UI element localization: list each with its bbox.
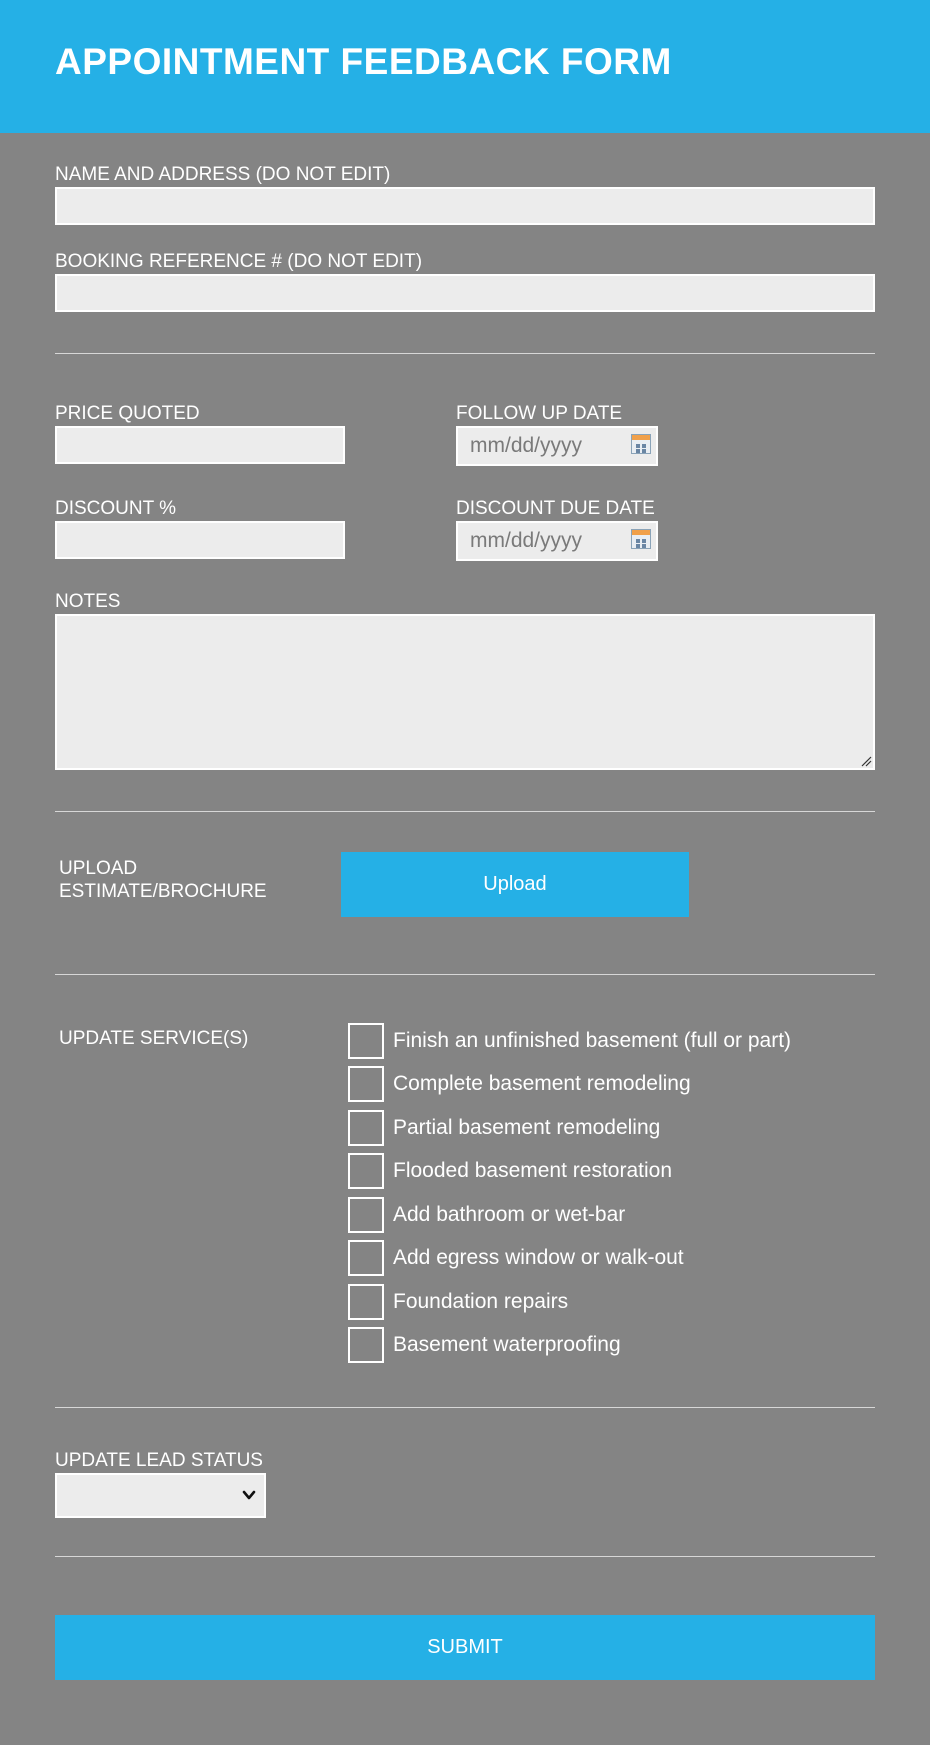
follow-up-date-placeholder: mm/dd/yyyy xyxy=(470,434,583,457)
service-label-foundation-repairs: Foundation repairs xyxy=(393,1290,569,1313)
services-label: UPDATE SERVICE(S) xyxy=(59,1028,249,1049)
chevron-down-icon xyxy=(242,1488,256,1502)
price-quoted-label: PRICE QUOTED xyxy=(55,403,200,424)
discount-due-date-label: DISCOUNT DUE DATE xyxy=(456,498,655,519)
calendar-icon[interactable] xyxy=(631,529,651,549)
service-checkbox-partial-remodeling[interactable] xyxy=(348,1110,384,1146)
service-label-complete-remodeling: Complete basement remodeling xyxy=(393,1072,691,1095)
service-label-flooded-restoration: Flooded basement restoration xyxy=(393,1159,672,1182)
name-address-input[interactable] xyxy=(55,187,875,225)
follow-up-date-input[interactable] xyxy=(456,426,658,466)
resize-grip-icon[interactable] xyxy=(860,755,872,767)
section-divider xyxy=(55,811,875,812)
service-checkbox-egress-window[interactable] xyxy=(348,1240,384,1276)
follow-up-date-label: FOLLOW UP DATE xyxy=(456,403,623,424)
form-title: APPOINTMENT FEEDBACK FORM xyxy=(55,41,672,82)
upload-button[interactable]: Upload xyxy=(341,852,689,917)
form-header xyxy=(0,0,930,133)
service-checkbox-waterproofing[interactable] xyxy=(348,1327,384,1363)
submit-button[interactable]: SUBMIT xyxy=(55,1615,875,1680)
service-label-waterproofing: Basement waterproofing xyxy=(393,1333,621,1356)
service-checkbox-flooded-restoration[interactable] xyxy=(348,1153,384,1189)
section-divider xyxy=(55,353,875,354)
upload-label-line1: UPLOAD xyxy=(59,858,138,879)
notes-label: NOTES xyxy=(55,591,121,612)
service-label-egress-window: Add egress window or walk-out xyxy=(393,1246,684,1269)
service-checkbox-bathroom-wetbar[interactable] xyxy=(348,1197,384,1233)
discount-label: DISCOUNT % xyxy=(55,498,177,519)
service-label-partial-remodeling: Partial basement remodeling xyxy=(393,1116,661,1139)
booking-reference-input[interactable] xyxy=(55,274,875,312)
service-label-bathroom-wetbar: Add bathroom or wet-bar xyxy=(393,1203,626,1226)
price-quoted-input[interactable] xyxy=(55,426,345,464)
discount-input[interactable] xyxy=(55,521,345,559)
lead-status-select[interactable] xyxy=(55,1473,266,1518)
service-checkbox-foundation-repairs[interactable] xyxy=(348,1284,384,1320)
booking-reference-label: BOOKING REFERENCE # (DO NOT EDIT) xyxy=(55,251,423,272)
section-divider xyxy=(55,1556,875,1557)
section-divider xyxy=(55,974,875,975)
notes-textarea[interactable] xyxy=(55,614,875,770)
lead-status-label: UPDATE LEAD STATUS xyxy=(55,1450,263,1471)
notes-wrapper xyxy=(55,614,875,770)
upload-label xyxy=(59,857,267,903)
discount-due-date-placeholder: mm/dd/yyyy xyxy=(470,529,583,552)
upload-label-line2: ESTIMATE/BROCHURE xyxy=(59,881,267,902)
discount-due-date-input[interactable] xyxy=(456,521,658,561)
calendar-icon[interactable] xyxy=(631,434,651,454)
service-label-finish-basement: Finish an unfinished basement (full or part) xyxy=(393,1029,792,1052)
service-checkbox-complete-remodeling[interactable] xyxy=(348,1066,384,1102)
name-address-label: NAME AND ADDRESS (DO NOT EDIT) xyxy=(55,164,391,185)
service-checkbox-finish-basement[interactable] xyxy=(348,1023,384,1059)
section-divider xyxy=(55,1407,875,1408)
